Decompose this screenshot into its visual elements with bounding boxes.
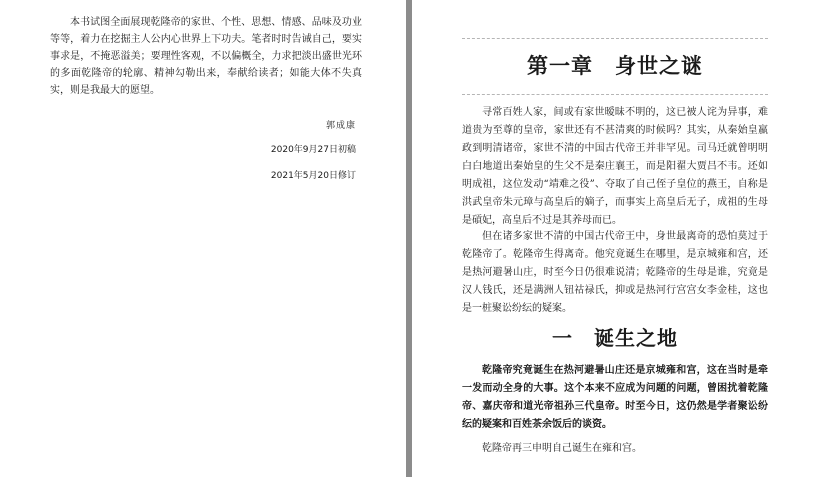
revision-date: 2021年5月20日修订 [270,171,356,181]
author-signature: 郭成康 [325,121,356,131]
chapter-bottom-rule [462,94,768,95]
chapter-title: 第一章 身世之谜 [527,54,703,78]
preface-paragraph: 本书试图全面展现乾隆帝的家世、个性、思想、情感、品味及功业等等，着力在挖掘主人公内心世界上下功夫。笔者时时告诫自己，要实事求是，不掩恶溢美；要理性客观，不以偏概全，力求把淡出盛世光环的多面乾隆帝的轮廓、精神勾勒出来，奉献给读者；如能大体不失真实，则是我最大的愿望。 [50,17,362,96]
body-paragraph-4: 乾隆帝再三申明自己诞生在雍和宫。 [482,443,642,454]
right-page [412,0,818,477]
section-title: 一 诞生之地 [552,326,678,350]
draft-date: 2020年9月27日初稿 [270,145,356,155]
body-paragraph-1: 寻常百姓人家，间或有家世暧昧不明的，这已被人诧为异事，难道贵为至尊的皇帝，家世还有不甚清爽的时候吗？其实，从秦始皇嬴政到明清诸帝，家世不清的中国古代帝王并非罕见。司马迁就曾明明白白地道出秦始皇的生父不是秦庄襄王，而是阳翟大贾吕不韦。还如明成祖，这位发动“靖难之役”、夺取了自己侄子皇位的燕王，自称是洪武皇帝朱元璋与高皇后的嫡子，而事实上高皇后无子，成祖的生母是碽妃，高皇后不过是其养母而已。 [462,107,768,226]
summary-paragraph: 乾隆帝究竟诞生在热河避暑山庄还是京城雍和宫，这在当时是牵一发而动全身的大事。这个本来不应成为问题的问题，曾困扰着乾隆帝、嘉庆帝和道光帝祖孙三代皇帝。时至今日，这仍然是学者聚讼纷纭的疑案和百姓茶余饭后的谈资。 [462,365,768,430]
body-paragraph-2: 但在诸多家世不清的中国古代帝王中，身世最离奇的恐怕莫过于乾隆帝了。乾隆帝生得离奇。他究竟诞生在哪里，是京城雍和宫，还是热河避暑山庄，时至今日仍很难说清；乾隆帝的生母是谁，究竟是汉人钱氏，还是满洲人钮祜禄氏，抑或是热河行宫宫女李金桂，这也是一桩聚讼纷纭的疑案。 [462,231,768,314]
left-page [0,0,406,477]
chapter-top-rule [462,38,768,39]
